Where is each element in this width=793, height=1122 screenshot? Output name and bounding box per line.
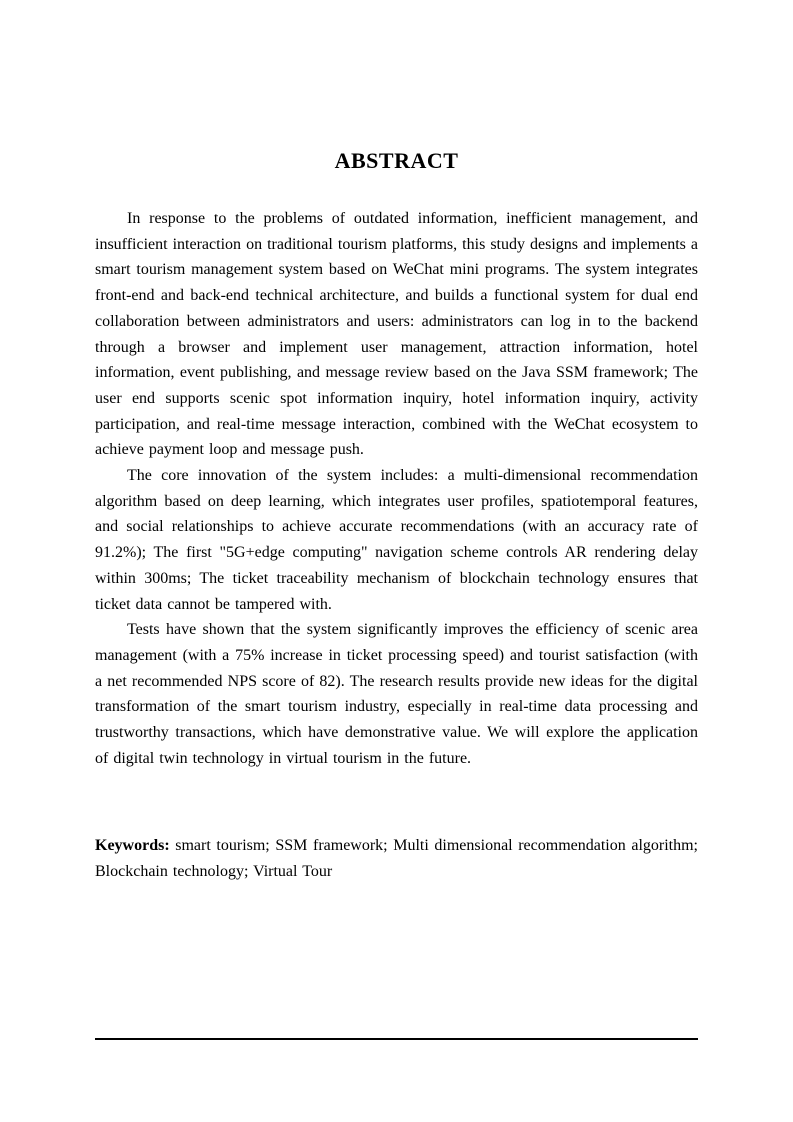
keywords-text: smart tourism; SSM framework; Multi dimensional recommendation algorithm; Blockchain technology; Virtual Tour [95,837,698,881]
abstract-paragraph-2: The core innovation of the system includes: a multi-dimensional recommendation algorithm based on deep learning, which integrates user profiles, spatiotemporal features, and social relationships to achieve accurate recommendations (with an accuracy rate of 91.2%); The first "5G+edge computing" navigation scheme controls AR rendering delay within 300ms; The ticket traceability mechanism of blockchain technology ensures that ticket data cannot be tampered with. [95,467,698,613]
keywords-label: Keywords: [95,837,170,855]
footnote-separator-line [95,1038,698,1040]
keywords-line [95,833,698,884]
abstract-paragraph-1: In response to the problems of outdated information, inefficient management, and insufficient interaction on traditional tourism platforms, this study designs and implements a smart tourism management system based on WeChat mini programs. The system integrates front-end and back-end technical architecture, and builds a functional system for dual end collaboration between administrators and users: administrators can log in to the backend through a browser and implement user management, attraction information, hotel information, event publishing, and message review based on the Java SSM framework; The user end supports scenic spot information inquiry, hotel information inquiry, activity participation, and real-time message interaction, combined with the WeChat ecosystem to achieve payment loop and message push. [95,210,698,459]
abstract-paragraph-3: Tests have shown that the system significantly improves the efficiency of scenic area management (with a 75% increase in ticket processing speed) and tourist satisfaction (with a net recommended NPS score of 82). The research results provide new ideas for the digital transformation of the smart tourism industry, especially in real-time data processing and trustworthy transactions, which have demonstrative value. We will explore the application of digital twin technology in virtual tourism in the future. [95,621,698,767]
abstract-title: ABSTRACT [334,148,459,173]
page-content [95,0,698,885]
